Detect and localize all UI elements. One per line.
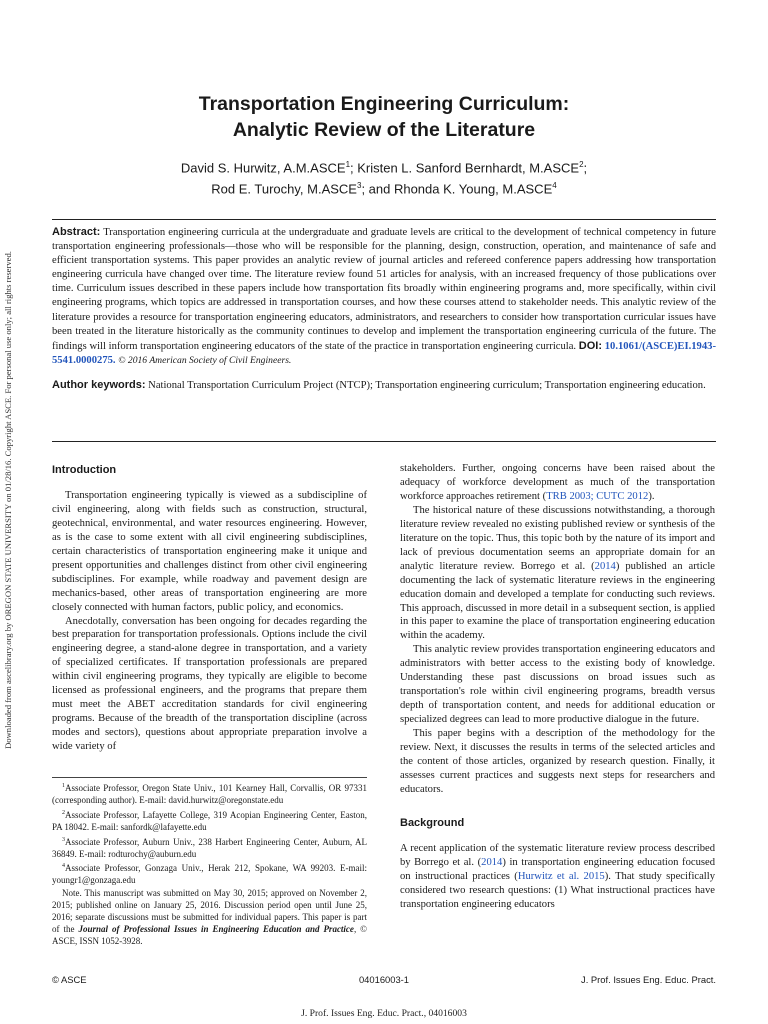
authors-line-1 [52,156,716,177]
background-paragraph-1 [400,842,715,912]
author-3: Rod E. Turochy, M.ASCE [211,181,357,197]
footer-journal: J. Prof. Issues Eng. Educ. Pract. [581,974,716,985]
author-1: David S. Hurwitz, A.M.ASCE [180,160,346,176]
download-notice-sidebar [0,210,16,790]
citation-borrego-2014-b[interactable]: 2014 [481,856,503,868]
right-p1-text-b: ). [648,490,655,502]
authors-line-2 [52,177,716,198]
author-list [52,156,716,199]
right-p2-text-a: The historical nature of these discussions notwithstanding, a thorough literature review revealed no existing published review or synthesis of the literature on the topic. Thus, this topic both by the nature of its import and lack of previous documentation seems an appropriate domain for an analytic literature review. Borrego et al. ( [400,504,715,572]
footnotes [52,781,367,949]
keywords-text: National Transportation Curriculum Project (NTCP); Transportation engineering curriculum; Transportation engineering education. [148,379,706,391]
right-paragraph-2 [400,504,715,644]
abstract-bottom-rule [52,441,716,442]
abstract-paragraph [52,225,716,368]
footnote-2 [52,808,367,834]
author-4-affiliation: 4 [552,181,557,191]
footnote-4-text: Associate Professor, Gonzaga Univ., Herak 212, Spokane, WA 99203. E-mail: youngr1@gonzaga.edu [52,863,367,886]
citation-trb-cutc[interactable]: TRB 2003; CUTC 2012 [546,490,649,502]
bg-p1-text-a: A recent application of the systematic literature review process described by Borrego et al. ( [400,842,715,868]
title-line-1: Transportation Engineering Curriculum: [198,93,570,115]
introduction-heading: Introduction [52,464,117,476]
left-column [52,460,367,754]
author-3-affiliation: 3 [356,181,362,191]
download-notice-text: Downloaded from ascelibrary.org by OREGON STATE UNIVERSITY on 01/28/16. Copyright ASCE. For personal use only; all rights reserved. [3,251,13,749]
bottom-citation: J. Prof. Issues Eng. Educ. Pract., 04016003 [301,1008,467,1019]
paper-title [52,91,716,143]
footnote-1-text: Associate Professor, Oregon State Univ., 101 Kearney Hall, Corvallis, OR 97331 (corresponding author). E-mail: david.hurwitz@oregonstate.edu [52,783,367,805]
right-paragraph-1 [400,462,715,504]
intro-paragraph-1: Transportation engineering typically is viewed as a subdiscipline of civil engineering, along with fields such as construction, structural, geotechnical, environmental, and water resources engineering. However, as is the case to some extent with all civil engineering subdisciplines, certain characteristics of transportation engineering make it unique and present opportunities and challenges distinct from other civil engineering subdisciplines. For example, while roadway and pavement design are mechanics-based, other areas of transportation engineering are more closely connected with human factors, public policy, and economics. [52,489,367,613]
right-paragraph-4: This paper begins with a description of the methodology for the review. Next, it discusses the results in terms of the selected articles and the content of those articles, organized by research question. Finally, it assesses current practices and suggests next steps for researchers and educators. [400,728,715,795]
author-separator: ; [583,160,588,176]
footnote-3 [52,835,367,861]
title-line-2: Analytic Review of the Literature [232,119,536,141]
keywords-paragraph [52,378,716,393]
footer-page-id: 04016003-1 [358,974,410,985]
right-p2-text-b: ) published an article documenting the lack of systematic literature reviews in the engineering education domain and developed a template for conducting such reviews. This approach, discussed in more detail in a subsequent section, is applied in this paper to examine the place of transportation engineering education within the academy. [400,560,715,642]
background-heading: Background [400,816,465,829]
author-2: ; Kristen L. Sanford Bernhardt, M.ASCE [350,160,580,176]
right-column [400,462,715,912]
bg-p1-text-c: ). That study specifically considered two research questions: (1) What instructional practices have transportation engineering educators [400,870,715,910]
footnote-2-mark: 2 [62,809,65,816]
footnote-rule [52,777,367,778]
footnote-3-text: Associate Professor, Auburn Univ., 238 Harbert Engineering Center, Auburn, AL 36849. E-mail: rodturochy@auburn.edu [52,836,367,859]
right-paragraph-3: This analytic review provides transportation engineering educators and administrators with better access to the existing body of knowledge. Understanding these past discussions on broad issues such as transportation's role within civil engineering programs, breadth versus depth of transportation content, and needs for additional education or specialized degrees can lead to more productive dialogue in the future. [400,644,715,726]
author-1-affiliation: 1 [345,160,351,169]
note-text-b: , © ASCE, ISSN 1052-3928. [52,923,368,946]
footnote-3-mark: 3 [62,836,65,843]
abstract-block [52,225,716,393]
bg-p1-text-b: ) in transportation engineering education focused on instructional practices ( [400,856,716,882]
footnote-4-mark: 4 [62,863,65,870]
citation-hurwitz-2015[interactable]: Hurwitz et al. 2015 [517,870,605,882]
footnote-4 [52,861,367,887]
footer-copyright: © ASCE [52,974,87,985]
doi-copyright: © 2016 American Society of Civil Engineers. [118,354,292,366]
right-p1-text-a: stakeholders. Further, ongoing concerns have been raised about the adequacy of workforce development as much of the transportation workforce approaches retirement ( [400,463,715,502]
doi-link[interactable]: 10.1061/(ASCE)EI.1943-5541.0000275. [52,340,716,366]
footnote-1-mark: 1 [62,783,65,789]
author-2-affiliation: 2 [579,160,584,169]
footnote-1 [52,781,367,807]
abstract-text: Transportation engineering curricula at the undergraduate and graduate levels are critical to the development of technical competency in future transportation engineering professionals—those who will be responsible for the planning, design, construction, operation, and maintenance of safe and efficient transportation systems. This paper provides an analytic review of journal articles and refereed conference papers addressing how transportation engineering curricula have changed over time. The literature review found 51 articles for analysis, with an increased frequency of those publications over time. Curriculum issues described in these papers include how transportation fits broadly within engineering programs and, more specifically, within civil engineering programs, which topics are addressed in transportation courses, and how these courses attend to stakeholder needs. This analytic review of the literature provides a resource for transportation engineering educators, administrators, and researchers to consider how transportation curricular issues have been treated in the literature historically as the community continues to develop and implement the transportation engineering curricula of the future. The findings will inform transportation engineering educators of the state of the practice in transportation engineering curricula. [52,227,716,352]
author-4: ; and Rhonda K. Young, M.ASCE [361,181,553,197]
journal-name: Journal of Professional Issues in Engineering Education and Practice [78,923,354,934]
doi-label: DOI: [578,339,603,352]
footnote-2-text: Associate Professor, Lafayette College, 319 Acopian Engineering Center, Easton, PA 18042. E-mail: sanfordk@lafayette.edu [52,809,367,832]
intro-paragraph-2: Anecdotally, conversation has been ongoing for decades regarding the best preparation for transportation professionals. Options include the civil engineering degree, a stand-alone degree in transportation, and a variety of specialized certificates. If transportation professionals are prepared within civil engineering programs, they typically are eligible to become licensed as professional engineers, and the programs that prepare them must meet the ABET accreditation standards for civil engineering programs. Because of the breadth of the transportation discipline (across modes and sectors), questions about appropriate preparation involve a wide variety of [52,615,367,753]
submission-note [52,888,367,948]
abstract-top-rule [52,219,716,220]
note-text-a: Note. This manuscript was submitted on May 30, 2015; approved on November 2, 2015; published online on January 25, 2016. Discussion period open until June 25, 2016; separate discussions must be submitted for individual papers. This paper is part of the [52,888,367,934]
abstract-label: Abstract: [52,226,101,238]
keywords-label: Author keywords: [52,378,146,391]
citation-borrego-2014[interactable]: 2014 [594,560,616,572]
